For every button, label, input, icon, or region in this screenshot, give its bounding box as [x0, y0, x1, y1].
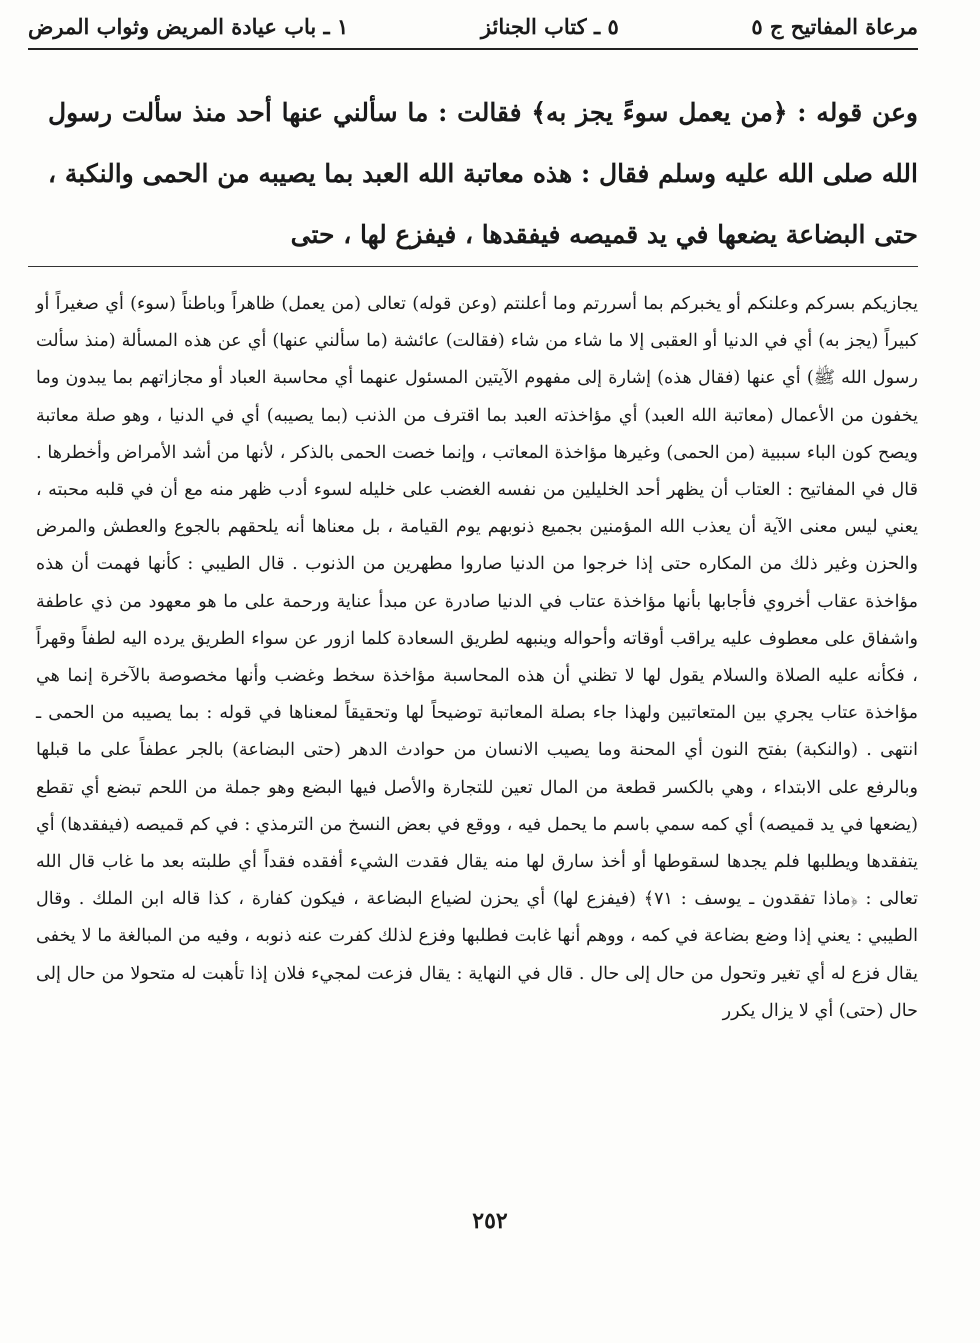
commentary — [36, 286, 918, 1030]
chapter-title: ٥ ـ كتاب الجنائز — [480, 13, 619, 39]
book-title: مرعاة المفاتيح ج ٥ — [751, 13, 918, 39]
section-title: ١ ـ باب عيادة المريض وثواب المرض — [28, 13, 349, 39]
page-number: ٢٥٢ — [472, 1208, 508, 1234]
section-divider — [28, 266, 918, 267]
running-header — [28, 8, 918, 44]
hadith-text: وعن قوله : ﴿من يعمل سوءً يجز به﴾ فقالت : ما سألني عنها أحد منذ سألت رسول الله صلى الله عليه وسلم فقال : هذه معاتبة الله العبد بما يصيبه من الحمى والنكبة ، حتى البضاعة يضعها في يد قميصه فيفقدها ، فيفزع لها ، حتى — [48, 98, 918, 249]
commentary-text: يجازيكم بسركم وعلنكم أو يخبركم بما أسررتم وما أعلنتم (وعن قوله) تعالى (من يعمل) ظاهراً وباطناً (سوء) أي صغيراً أو كبيراً (يجز به) أي في الدنيا أو العقبى إلا ما شاء من شاء (فقالت) عائشة (ما سألني عنها) أي عن هذه المسألة (منذ سألت رسول الله ﷺ) أي عنها (فقال هذه) إشارة إلى مفهوم الآيتين المسئول عنهما أي محاسبة العباد أو مجازاتهم بما يبدون وما يخفون من الأعمال (معاتبة الله العبد) أي مؤاخذته العبد بما اقترف من الذنب (بما يصيبه) أي في الدنيا ، وهو صلة معاتبة ويصح كون الباء سببية (من الحمى) وغيرها مؤاخذة المعاتب ، وإنما خصت الحمى بالذكر ، لأنها من أشد الأمراض وأخطرها . قال في المفاتيح : العتاب أن يظهر أحد الخليلين من نفسه الغضب على خليله لسوء أدب ظهر منه مع أن في قلبه محبته ، يعني ليس معنى الآية أن يعذب الله المؤمنين بجميع ذنوبهم يوم القيامة ، بل معناها أنه يلحقهم بالجوع والعطش والمرض والحزن وغير ذلك من المكاره حتى إذا خرجوا من الدنيا صاروا مطهرين من الذنوب . قال الطيبي : كأنها فهمت أن هذه مؤاخذة عقاب أخروي فأجابها بأنها مؤاخذة عتاب في الدنيا صادرة عن مبدأ عناية ورحمة على ما هو معهود من ذي عاطفة واشفاق على معطوف عليه يراقب أوقاته وأحواله وينبهه لطريق السعادة كلما ازور عن سواء الطريق يرده اليه لطفاً وقهراً ، فكأنه عليه الصلاة والسلام يقول لها لا تظني أن هذه المحاسبة مؤاخذة سخط وغضب وأنها مخصوصة بالآخرة إنما هي مؤاخذة عتاب يجري بين المتعاتبين ولهذا جاء بصلة المعاتبة توضيحاً لها وتحقيقاً لمعناها في قوله : بما يصيبه من الحمى ـ انتهى . (والنكبة) بفتح النون أي المحنة وما يصيب الانسان من حوادث الدهر (حتى البضاعة) بالجر عطفاً على ما قبلها وبالرفع على الابتداء ، وهي بالكسر قطعة من المال تعين للتجارة والأصل فيها البضع وهو جملة من اللحم تبضع أي تقطع (يضعها في يد قميصه) أي كمه سمي باسم ما يحمل فيه ، ووقع في بعض النسخ من الترمذي : في كم قميصه (فيفقدها) أي يتفقدها ويطلبها فلم يجدها لسقوطها أو أخذ سارق لها منه يقال فقدت الشيء أفقده فقداً أي طلبته بعد ما غاب قال الله تعالى : ﴿ماذا تفقدون ـ يوسف : ٧١﴾ (فيفزع لها) أي يحزن لضياع البضاعة ، فيكون كفارة ، كذا قاله ابن الملك . وقال الطيبي : يعني إذا وضع بضاعة في كمه ، ووهم أنها غابت فطلبها وفزع لذلك كفرت عنه ذنوبه ، وفيه من المبالغة ما لا يخفى يقال فزع له أي تغير وتحول من حال إلى حال . قال في النهاية : يقال فزعت لمجيء فلان إذا تأهبت له متحولا من حال إلى حال (حتى) أي لا يزال يكرر — [36, 294, 918, 1021]
header-rule — [28, 48, 918, 50]
